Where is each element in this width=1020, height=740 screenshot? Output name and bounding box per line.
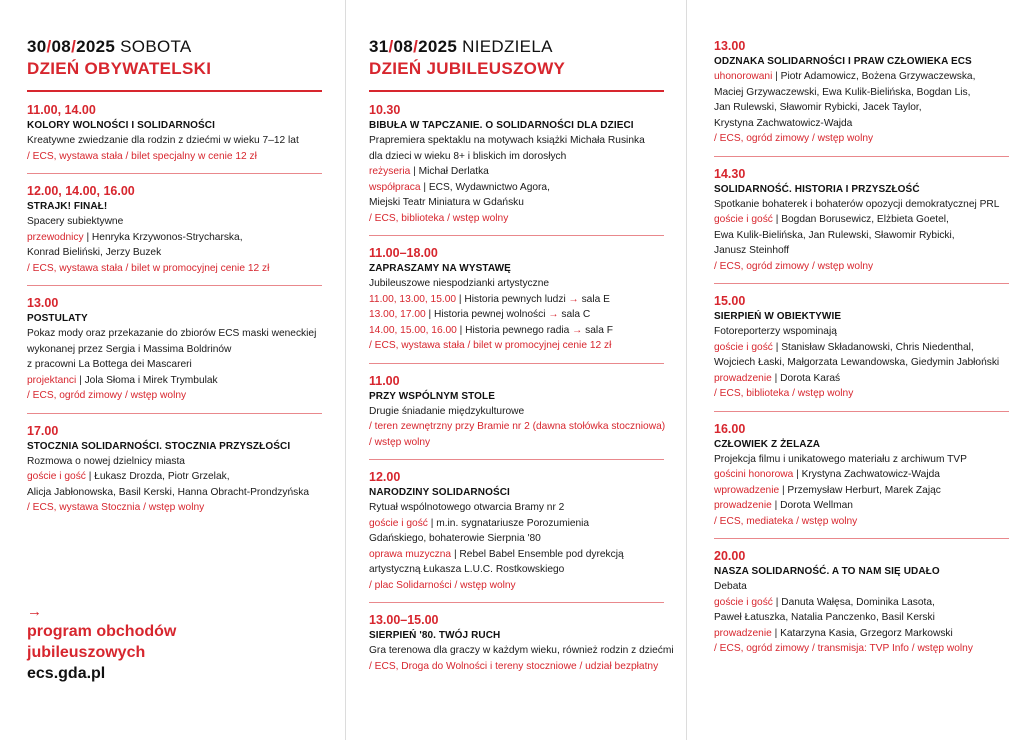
event-list-saturday bbox=[27, 102, 345, 516]
event-detail-line bbox=[714, 131, 1020, 147]
detail-label: reżyseria bbox=[369, 166, 411, 177]
detail-text: | Krystyna Zachwatowicz-Wajda bbox=[793, 469, 940, 480]
detail-text: | Danuta Wałęsa, Dominika Lasota, bbox=[772, 596, 935, 608]
program-url[interactable]: ecs.gda.pl bbox=[27, 665, 106, 682]
event-title: KOLORY WOLNOŚCI I SOLIDARNOŚCI bbox=[27, 120, 216, 131]
event-title: ZAPRASZAMY NA WYSTAWĘ bbox=[369, 263, 511, 274]
arrow-right-icon: → bbox=[27, 603, 42, 620]
detail-label: prowadzenie bbox=[714, 500, 772, 511]
event-title: SOLIDARNOŚĆ. HISTORIA I PRZYSZŁOŚĆ bbox=[714, 183, 920, 195]
detail-text: | Historia pewnej wolności bbox=[425, 309, 549, 320]
event-detail-line bbox=[369, 338, 685, 354]
event-title: POSTULATY bbox=[27, 313, 88, 324]
event-detail-line bbox=[27, 230, 345, 246]
event-detail-line bbox=[714, 371, 1020, 387]
detail-label: gościni honorowa bbox=[714, 469, 794, 480]
detail-label: / ECS, biblioteka / wstęp wolny bbox=[714, 388, 854, 399]
event-detail-line bbox=[714, 641, 1020, 657]
event-detail-line bbox=[27, 214, 345, 230]
event-time: 11.00 bbox=[369, 373, 400, 388]
event-detail-line bbox=[369, 149, 685, 165]
detail-text: Spacery subiektywne bbox=[27, 216, 124, 227]
detail-text: Paweł Łatuszka, Natalia Panczenko, Basil Kerski bbox=[714, 612, 935, 623]
event-detail-line bbox=[369, 404, 685, 420]
detail-label: / ECS, ogród zimowy / transmisja: TVP Info / wstęp wolny bbox=[714, 643, 973, 654]
event-title: STOCZNIA SOLIDARNOŚCI. STOCZNIA PRZYSZŁOŚCI bbox=[27, 440, 291, 452]
event-detail-line bbox=[714, 228, 1020, 244]
event-detail-line bbox=[714, 483, 1020, 499]
event-detail-line bbox=[714, 85, 1020, 101]
event-list-sunday-continued bbox=[714, 38, 1020, 657]
event-time: 10.30 bbox=[369, 103, 401, 117]
event-detail-line bbox=[27, 454, 345, 470]
detail-text: z pracowni La Bottega dei Mascareri bbox=[27, 359, 192, 370]
event-detail-line bbox=[714, 498, 1020, 514]
detail-text: Prapremiera spektaklu na motywach książki Michała Rusinka bbox=[369, 135, 645, 146]
day-name-saturday: DZIEŃ OBYWATELSKI bbox=[27, 59, 212, 78]
event-item bbox=[27, 102, 345, 164]
event-time: 12.00, 14.00, 16.00 bbox=[27, 184, 135, 198]
detail-label: goście i gość bbox=[369, 517, 428, 529]
detail-text: Konrad Bieliński, Jerzy Buzek bbox=[27, 247, 162, 258]
event-detail-line bbox=[714, 467, 1020, 483]
event-item bbox=[714, 548, 1020, 657]
detail-text: Jan Rulewski, Sławomir Rybicki, Jacek Taylor, bbox=[714, 102, 922, 113]
detail-label: goście i gość bbox=[714, 596, 773, 608]
day-heading-saturday: 30/08/2025 SOBOTA bbox=[27, 37, 192, 56]
event-item bbox=[27, 423, 345, 516]
event-detail-line bbox=[369, 435, 685, 451]
detail-label: 13.00, 17.00 bbox=[369, 309, 426, 320]
detail-text: | Dorota Karaś bbox=[771, 372, 841, 384]
detail-label: przewodnicy bbox=[27, 231, 84, 243]
event-title: BIBUŁA W TAPCZANIE. O SOLIDARNOŚCI DLA DZIECI bbox=[369, 120, 634, 131]
event-detail-line bbox=[369, 292, 685, 308]
event-time: 11.00–18.00 bbox=[369, 246, 438, 260]
detail-label: współpraca bbox=[369, 181, 421, 193]
detail-text: | Henryka Krzywonos-Strycharska, bbox=[83, 231, 243, 243]
detail-text: Miejski Teatr Miniatura w Gdańsku bbox=[369, 197, 524, 208]
detail-label: → bbox=[548, 309, 559, 320]
detail-text: | Dorota Wellman bbox=[771, 500, 853, 511]
detail-text: Janusz Steinhoff bbox=[714, 245, 790, 256]
detail-text: dla dzieci w wieku 8+ i bliskich im dorosłych bbox=[369, 150, 567, 162]
event-detail-line bbox=[369, 323, 685, 339]
event-detail-line bbox=[369, 164, 685, 180]
event-detail-line bbox=[369, 419, 685, 435]
event-detail-line bbox=[369, 531, 685, 547]
event-separator bbox=[714, 411, 1009, 412]
detail-label: 11.00, 13.00, 15.00 bbox=[369, 293, 457, 305]
event-detail-line bbox=[369, 516, 685, 532]
program-title-line1: program obchodów bbox=[27, 623, 177, 640]
event-title: SIERPIEŃ W OBIEKTYWIE bbox=[714, 311, 842, 322]
detail-label: / ECS, ogród zimowy / wstęp wolny bbox=[714, 133, 874, 144]
event-detail-line bbox=[369, 547, 685, 563]
event-detail-line bbox=[714, 324, 1020, 340]
detail-text: Krystyna Zachwatowicz-Wajda bbox=[714, 117, 853, 129]
detail-text: Gdańskiego, bohaterowie Sierpnia '80 bbox=[369, 533, 541, 544]
event-item bbox=[369, 469, 685, 593]
event-detail-line bbox=[369, 133, 685, 149]
detail-text: | Jola Słoma i Mirek Trymbulak bbox=[76, 374, 218, 386]
heading-rule bbox=[369, 90, 664, 92]
detail-text: | ECS, Wydawnictwo Agora, bbox=[420, 181, 550, 193]
event-detail-line bbox=[714, 626, 1020, 642]
event-detail-line bbox=[714, 340, 1020, 356]
event-time: 13.00–15.00 bbox=[369, 613, 439, 627]
event-time: 14.30 bbox=[714, 166, 746, 181]
detail-text: Rozmowa o nowej dzielnicy miasta bbox=[27, 455, 185, 467]
event-time: 17.00 bbox=[27, 423, 59, 438]
event-separator bbox=[369, 602, 664, 603]
detail-label: / ECS, wystawa stała / bilet specjalny w cenie 12 zł bbox=[27, 150, 257, 162]
detail-text: Gra terenowa dla graczy w każdym wieku, również rodzin z dziećmi bbox=[369, 645, 674, 656]
event-detail-line bbox=[714, 514, 1020, 530]
detail-label: / ECS, ogród zimowy / wstęp wolny bbox=[714, 260, 874, 272]
detail-text: | m.in. sygnatariusze Porozumienia bbox=[427, 517, 590, 529]
detail-label: prowadzenie bbox=[714, 372, 772, 384]
detail-text: sala E bbox=[578, 293, 610, 305]
event-separator bbox=[27, 173, 322, 174]
detail-text: Ewa Kulik-Bielińska, Jan Rulewski, Sławomir Rybicki, bbox=[714, 229, 955, 241]
event-detail-line bbox=[27, 500, 345, 516]
event-detail-line bbox=[714, 116, 1020, 132]
event-item bbox=[714, 421, 1020, 530]
detail-label: / ECS, mediateka / wstęp wolny bbox=[714, 515, 858, 527]
detail-text: Projekcja filmu i unikatowego materiału z archiwum TVP bbox=[714, 453, 967, 465]
detail-text: sala F bbox=[582, 324, 613, 336]
detail-text: Spotkanie bohaterek i bohaterów opozycji demokratycznej PRL bbox=[714, 198, 1000, 210]
detail-label: 14.00, 15.00, 16.00 bbox=[369, 324, 457, 336]
event-separator bbox=[369, 235, 664, 236]
detail-label: → bbox=[568, 293, 579, 305]
event-detail-line bbox=[27, 245, 345, 261]
detail-text: | Piotr Adamowicz, Bożena Grzywaczewska, bbox=[772, 71, 976, 82]
event-time: 16.00 bbox=[714, 421, 746, 436]
detail-label: / plac Solidarności / wstęp wolny bbox=[369, 579, 516, 591]
event-time: 15.00 bbox=[714, 294, 746, 308]
detail-label: wprowadzenie bbox=[714, 484, 780, 496]
event-title: PRZY WSPÓLNYM STOLE bbox=[369, 390, 495, 402]
detail-text: Wojciech Łaski, Małgorzata Lewandowska, Giedymin Jabłoński bbox=[714, 357, 1000, 368]
event-time: 11.00, 14.00 bbox=[27, 103, 96, 117]
event-separator bbox=[714, 283, 1009, 284]
event-title: ODZNAKA SOLIDARNOŚCI I PRAW CZŁOWIEKA ECS bbox=[714, 56, 972, 67]
detail-label: / ECS, wystawa Stocznia / wstęp wolny bbox=[27, 502, 205, 513]
event-item bbox=[369, 245, 685, 354]
event-detail-line bbox=[369, 500, 685, 516]
event-detail-line bbox=[714, 595, 1020, 611]
event-item bbox=[714, 38, 1020, 147]
event-separator bbox=[369, 459, 664, 460]
event-detail-line bbox=[714, 197, 1020, 213]
event-detail-line bbox=[27, 326, 345, 342]
event-detail-line bbox=[27, 342, 345, 358]
detail-label: / ECS, biblioteka / wstęp wolny bbox=[369, 212, 509, 224]
event-item bbox=[714, 293, 1020, 402]
event-detail-line bbox=[714, 243, 1020, 259]
detail-text: Maciej Grzywaczewski, Ewa Kulik-Bielińska, Bogdan Lis, bbox=[714, 86, 971, 98]
event-detail-line bbox=[369, 195, 685, 211]
event-title: SIERPIEŃ '80. TWÓJ RUCH bbox=[369, 630, 501, 641]
event-detail-line bbox=[27, 469, 345, 485]
detail-text: Jubileuszowe niespodzianki artystyczne bbox=[369, 278, 550, 289]
column-sunday bbox=[345, 0, 685, 740]
detail-text: sala C bbox=[558, 309, 591, 320]
event-separator bbox=[714, 538, 1009, 539]
event-detail-line bbox=[714, 610, 1020, 626]
event-detail-line bbox=[714, 259, 1020, 275]
event-title: NASZA SOLIDARNOŚĆ. A TO NAM SIĘ UDAŁO bbox=[714, 566, 940, 577]
detail-label: / wstęp wolny bbox=[369, 436, 431, 448]
event-item bbox=[714, 166, 1020, 275]
detail-text: | Łukasz Drozda, Piotr Grzelak, bbox=[85, 471, 230, 482]
day-name-sunday: DZIEŃ JUBILEUSZOWY bbox=[369, 59, 566, 78]
event-title: CZŁOWIEK Z ŻELAZA bbox=[714, 438, 821, 450]
detail-label: uhonorowani bbox=[714, 71, 773, 82]
event-detail-line bbox=[27, 388, 345, 404]
detail-label: goście i gość bbox=[27, 471, 86, 482]
event-separator bbox=[369, 363, 664, 364]
detail-text: artystyczną Łukasza L.U.C. Rostkowskiego bbox=[369, 564, 565, 575]
event-list-sunday bbox=[369, 102, 685, 674]
event-time: 13.00 bbox=[27, 296, 59, 310]
event-detail-line bbox=[714, 579, 1020, 595]
event-detail-line bbox=[369, 578, 685, 594]
event-separator bbox=[27, 285, 322, 286]
event-detail-line bbox=[714, 452, 1020, 468]
detail-label: / ECS, wystawa stała / bilet w promocyjnej cenie 12 zł bbox=[27, 262, 270, 274]
event-time: 20.00 bbox=[714, 549, 746, 563]
detail-text: | Historia pewnych ludzi bbox=[456, 293, 569, 305]
heading-rule bbox=[27, 90, 322, 92]
event-title: NARODZINY SOLIDARNOŚCI bbox=[369, 487, 510, 498]
detail-text: | Bogdan Borusewicz, Elżbieta Goetel, bbox=[772, 214, 949, 225]
detail-label: goście i gość bbox=[714, 214, 773, 225]
detail-text: | Michał Derlatka bbox=[410, 166, 489, 177]
event-time: 12.00 bbox=[369, 470, 401, 484]
event-detail-line bbox=[369, 180, 685, 196]
event-detail-line bbox=[27, 357, 345, 373]
detail-text: Kreatywne zwiedzanie dla rodzin z dziećmi w wieku 7–12 lat bbox=[27, 135, 299, 146]
event-detail-line bbox=[714, 355, 1020, 371]
event-detail-line bbox=[369, 307, 685, 323]
program-link-block[interactable] bbox=[27, 603, 176, 684]
event-detail-line bbox=[714, 69, 1020, 85]
event-separator bbox=[27, 413, 322, 414]
detail-text: Rytuał wspólnotowego otwarcia Bramy nr 2 bbox=[369, 502, 565, 513]
event-item bbox=[369, 102, 685, 226]
event-item bbox=[27, 183, 345, 276]
detail-label: / ECS, ogród zimowy / wstęp wolny bbox=[27, 390, 187, 401]
detail-text: | Rebel Babel Ensemble pod dyrekcją bbox=[451, 548, 624, 560]
event-detail-line bbox=[714, 386, 1020, 402]
event-detail-line bbox=[369, 643, 685, 659]
day-heading-sunday: 31/08/2025 NIEDZIELA bbox=[369, 37, 553, 56]
detail-text: | Przemysław Herburt, Marek Zając bbox=[779, 484, 941, 496]
detail-text: | Katarzyna Kasia, Grzegorz Markowski bbox=[771, 627, 953, 639]
detail-text: | Stanisław Składanowski, Chris Niedenthal, bbox=[772, 341, 974, 353]
detail-label: / teren zewnętrzny przy Bramie nr 2 (dawna stołówka stoczniowa) bbox=[369, 421, 666, 432]
detail-text: Drugie śniadanie międzykulturowe bbox=[369, 405, 525, 417]
detail-label: oprawa muzyczna bbox=[369, 548, 452, 560]
detail-text: Alicja Jabłonowska, Basil Kerski, Hanna Obracht-Prondzyńska bbox=[27, 486, 309, 498]
detail-label: / ECS, Droga do Wolności i tereny stoczniowe / udział bezpłatny bbox=[369, 660, 659, 672]
detail-label: prowadzenie bbox=[714, 627, 772, 639]
detail-text: | Historia pewnego radia bbox=[456, 324, 573, 336]
event-detail-line bbox=[27, 261, 345, 277]
detail-label: goście i gość bbox=[714, 341, 773, 353]
detail-label: / ECS, wystawa stała / bilet w promocyjnej cenie 12 zł bbox=[369, 340, 612, 351]
column-sunday-continued bbox=[685, 0, 1020, 740]
event-detail-line bbox=[27, 149, 345, 165]
event-detail-line bbox=[369, 562, 685, 578]
detail-text: wykonanej przez Sergia i Massima Boldrinów bbox=[27, 343, 232, 355]
detail-label: projektanci bbox=[27, 374, 77, 386]
event-detail-line bbox=[369, 276, 685, 292]
event-detail-line bbox=[369, 659, 685, 675]
detail-label: → bbox=[572, 324, 583, 336]
event-detail-line bbox=[27, 133, 345, 149]
event-detail-line bbox=[714, 212, 1020, 228]
event-item bbox=[369, 373, 685, 451]
event-item bbox=[369, 612, 685, 674]
detail-text: Pokaz mody oraz przekazanie do zbiorów ECS maski weneckiej bbox=[27, 328, 317, 339]
event-detail-line bbox=[27, 485, 345, 501]
program-title-line2: jubileuszowych bbox=[27, 644, 146, 661]
event-separator bbox=[714, 156, 1009, 157]
event-item bbox=[27, 295, 345, 404]
event-detail-line bbox=[714, 100, 1020, 116]
event-detail-line bbox=[369, 211, 685, 227]
detail-text: Fotoreporterzy wspominają bbox=[714, 326, 837, 337]
event-title: STRAJK! FINAŁ! bbox=[27, 201, 108, 212]
detail-text: Debata bbox=[714, 581, 747, 592]
event-detail-line bbox=[27, 373, 345, 389]
event-time: 13.00 bbox=[714, 39, 746, 53]
